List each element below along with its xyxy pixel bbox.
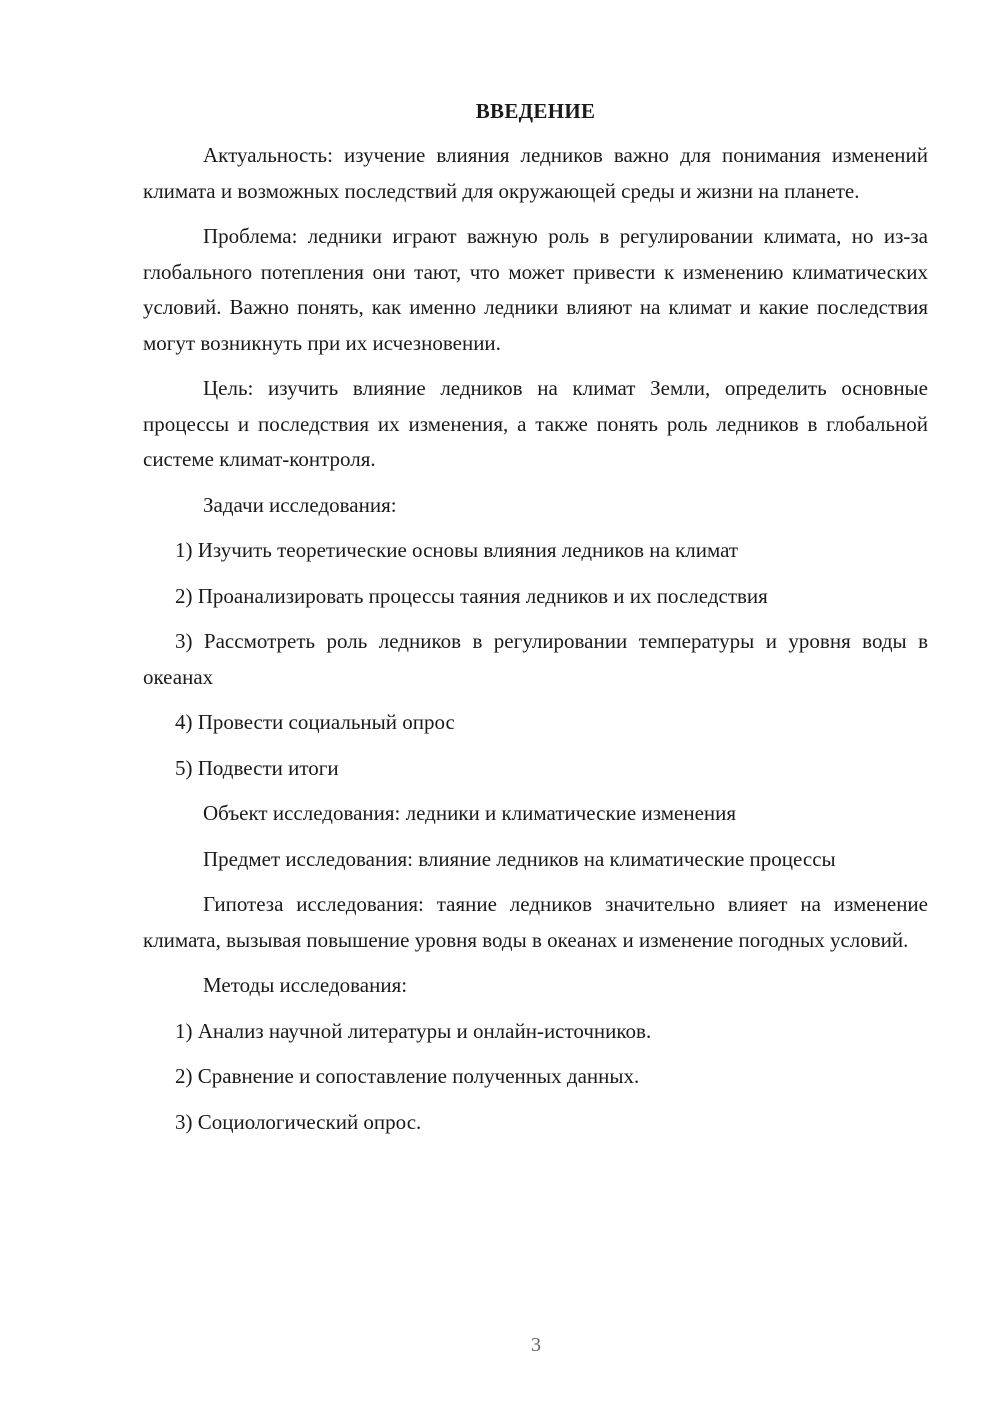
method-item-1: 1) Анализ научной литературы и онлайн-источников.: [175, 1018, 652, 1043]
task-item-5: 5) Подвести итоги: [175, 755, 339, 780]
page-number: 3: [531, 1334, 541, 1356]
page-title: ВВЕДЕНИЕ: [475, 99, 596, 123]
paragraph-goal: Цель: изучить влияние ледников на климат Земли, определить основные процессы и последствия их изменения, а также понять роль ледников в глобальной системе климат-контроля.: [143, 376, 928, 471]
task-item-1: 1) Изучить теоретические основы влияния ледников на климат: [175, 538, 739, 562]
method-item-2: 2) Сравнение и сопоставление полученных данных.: [175, 1064, 640, 1088]
paragraph-hypothesis: Гипотеза исследования: таяние ледников значительно влияет на изменение климата, вызывая повышение уровня воды в океанах и изменение погодных условий.: [143, 892, 928, 952]
methods-heading: Методы исследования:: [203, 973, 408, 997]
task-item-2: 2) Проанализировать процессы таяния ледников и их последствия: [175, 583, 768, 608]
paragraph-problem: Проблема: ледники играют важную роль в регулировании климата, но из-за глобального потепления они тают, что может привести к изменению климатических условий. Важно понять, как именно ледники влияют на климат и какие последствия могут возникнуть при их исчезновении.: [143, 224, 928, 355]
task-item-4: 4) Провести социальный опрос: [175, 710, 455, 734]
task-item-3: 3) Рассмотреть роль ледников в регулировании температуры и уровня воды в океанах: [143, 629, 928, 689]
method-item-3: 3) Социологический опрос.: [175, 1109, 422, 1134]
tasks-heading: Задачи исследования:: [203, 492, 397, 517]
paragraph-subject: Предмет исследования: влияние ледников на климатические процессы: [203, 846, 836, 871]
document-page: [143, 96, 928, 1150]
paragraph-object: Объект исследования: ледники и климатические изменения: [203, 801, 737, 825]
paragraph-relevance: Актуальность: изучение влияния ледников важно для понимания изменений климата и возможных последствий для окружающей среды и жизни на планете.: [143, 143, 928, 203]
